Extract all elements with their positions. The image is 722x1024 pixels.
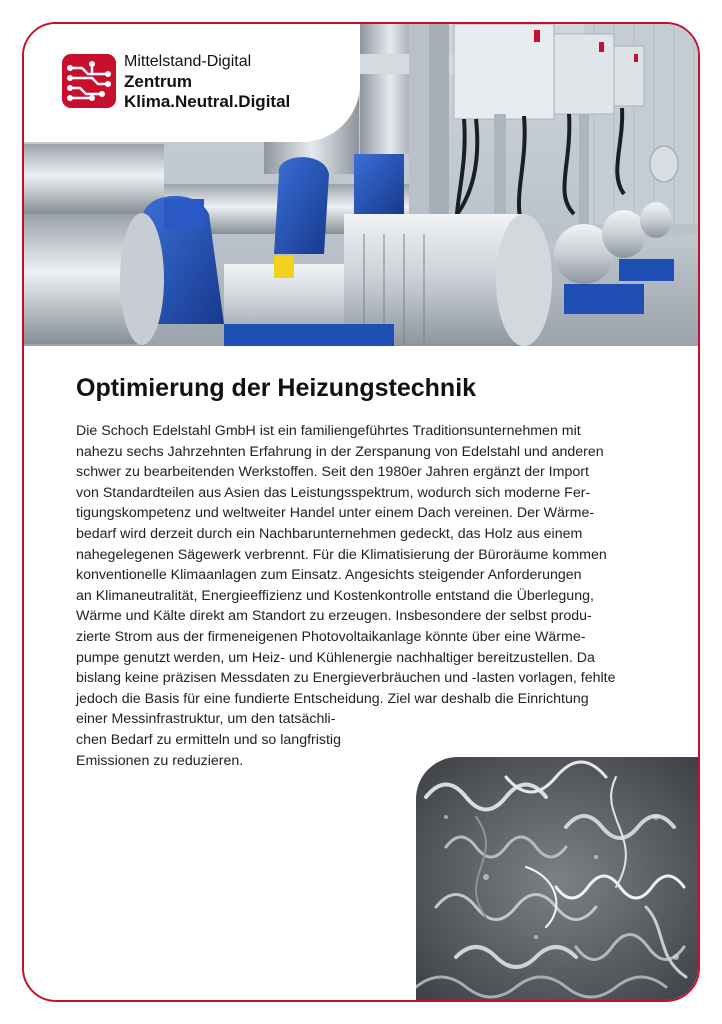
body-line: chen Bedarf zu ermitteln und so langfristig — [76, 731, 341, 748]
steel-chips-photo — [416, 757, 700, 1002]
circuit-network-icon — [62, 54, 116, 108]
page-frame — [22, 22, 700, 1002]
body-line: jedoch die Basis für eine fundierte Entscheidung. Ziel war deshalb die Einrichtung — [76, 690, 589, 707]
page-title: Optimierung der Heizungstechnik — [76, 374, 477, 402]
body-line: an Klimaneutralität, Energieeffizienz und Kostenkontrolle entstand die Überlegung, — [76, 587, 594, 604]
body-line: Die Schoch Edelstahl GmbH ist ein familiengeführtes Traditionsunternehmen mit — [76, 423, 581, 439]
article-body — [76, 421, 615, 771]
body-line: nahegelegenen Sägewerk verbrennt. Für die Klimatisierung der Büroräume kommen — [76, 546, 607, 563]
body-line: einer Messinfrastruktur, um den tatsächli- — [76, 711, 336, 728]
body-line: von Standardteilen aus Asien das Leistungsspektrum, wodurch sich moderne Fer- — [76, 484, 591, 501]
logo-panel — [24, 24, 360, 142]
body-line: pumpe genutzt werden, um Heiz- und Kühlenergie nachhaltiger bereitzustellen. Da — [76, 649, 595, 666]
body-line: nahezu sechs Jahrzehnten Erfahrung in der Zerspanung von Edelstahl und anderen — [76, 443, 604, 460]
body-line: bislang keine präzisen Messdaten zu Energieverbräuchen und -lasten vorlagen, fehlte — [76, 670, 616, 687]
body-line: konventionelle Klimaanlagen zum Einsatz. Angesichts steigender Anforderungen — [76, 567, 582, 584]
logo-line-3: Klima.Neutral.Digital — [124, 92, 291, 111]
side-image — [416, 757, 700, 1002]
body-line: zierte Strom aus der firmeneigenen Photovoltaikanlage könnte über eine Wärme- — [76, 628, 586, 645]
logo-line-1: Mittelstand-Digital — [124, 53, 252, 70]
logo-wordmark — [124, 52, 290, 112]
body-line: schwer zu bearbeitenden Werkstoffen. Seit den 1980er Jahren ergänzt der Import — [76, 464, 589, 481]
body-line: Wärme und Kälte direkt am Standort zu erzeugen. Insbesondere der selbst produ- — [76, 608, 592, 625]
body-line: tigungskompetenz und weltweiter Handel unter einem Dach vereinen. Der Wärme- — [76, 505, 595, 522]
body-line: bedarf wird derzeit durch ein Nachbarunternehmen gedeckt, das Holz aus einem — [76, 525, 583, 542]
body-line: Emissionen zu reduzieren. — [76, 752, 244, 769]
logo-line-2: Zentrum — [124, 72, 192, 91]
